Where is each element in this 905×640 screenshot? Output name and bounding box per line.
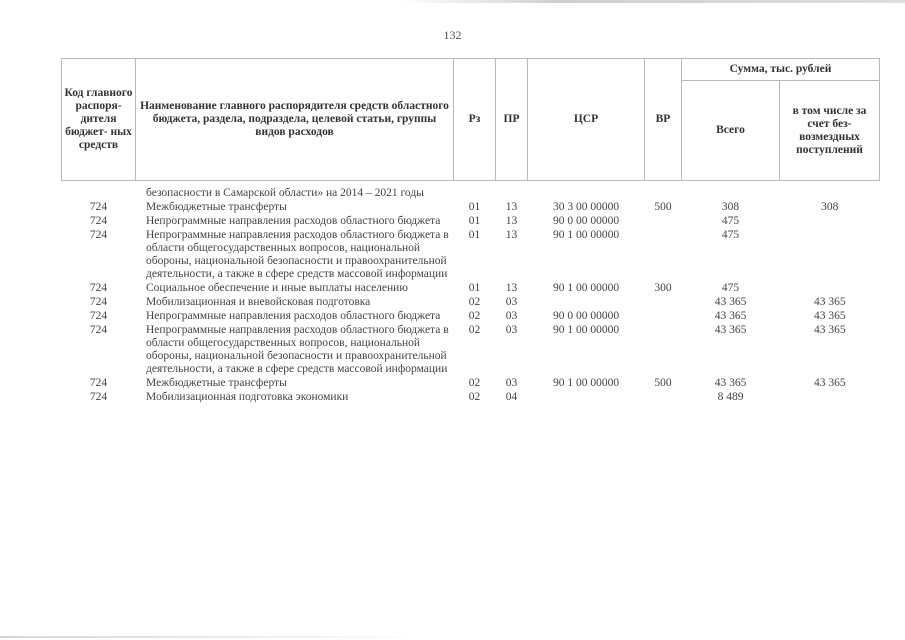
- cell-csr: [528, 296, 645, 310]
- cell-name: Непрограммные направления расходов областного бюджета: [146, 310, 441, 322]
- cell-name: Межбюджетные трансферты: [146, 377, 287, 389]
- table-row: [62, 324, 880, 377]
- header-code: Код главного распоря- дителя бюджет- ных средств: [62, 59, 136, 181]
- cell-code: 724: [89, 296, 108, 308]
- cell-name: Мобилизационная подготовка экономики: [146, 391, 349, 403]
- cell-code: 724: [89, 324, 108, 336]
- cell-pr: 03: [505, 310, 518, 322]
- cell-incl: 43 365: [813, 310, 846, 322]
- cell-total: 43 365: [714, 296, 747, 308]
- table-row: [62, 181, 880, 202]
- table-row: [62, 215, 880, 229]
- cell-pr: 04: [505, 391, 518, 403]
- cell-vr: [645, 324, 682, 377]
- cell-name: Межбюджетные трансферты: [146, 201, 287, 213]
- cell-code: 724: [89, 310, 108, 322]
- cell-vr: [645, 181, 682, 202]
- header-csr: ЦСР: [528, 59, 645, 181]
- cell-csr: 30 3 00 00000: [552, 201, 620, 213]
- cell-total: 8 489: [717, 391, 744, 403]
- cell-vr: 500: [654, 201, 672, 213]
- cell-incl: [780, 229, 880, 282]
- cell-csr: 90 0 00 00000: [552, 215, 620, 227]
- cell-incl: [780, 215, 880, 229]
- header-pr: ПР: [496, 59, 528, 181]
- cell-vr: [645, 310, 682, 324]
- table-row: [62, 229, 880, 282]
- cell-total: 475: [721, 215, 740, 227]
- cell-pr: 13: [505, 201, 518, 213]
- cell-pr: [496, 181, 528, 202]
- cell-rz: [454, 181, 496, 202]
- cell-name: Непрограммные направления расходов областного бюджета в области общегосударственных вопросов, национальной обороны, национальной безопасности и правоохранительной деятельности, а также в сфере средств массовой информации: [146, 324, 449, 375]
- cell-csr: [528, 391, 645, 405]
- cell-pr: 03: [505, 324, 518, 336]
- cell-incl: 43 365: [813, 296, 846, 308]
- cell-csr: 90 0 00 00000: [552, 310, 620, 322]
- cell-pr: 13: [505, 282, 518, 294]
- cell-total: 475: [721, 282, 740, 294]
- header-rz: Рз: [454, 59, 496, 181]
- cell-incl: [780, 391, 880, 405]
- cell-csr: 90 1 00 00000: [552, 229, 620, 241]
- cell-rz: 02: [468, 296, 481, 308]
- cell-rz: 02: [468, 310, 481, 322]
- cell-total: 43 365: [714, 310, 747, 322]
- cell-rz: 02: [468, 391, 481, 403]
- scan-edge-top: [400, 0, 905, 3]
- cell-code: 724: [89, 201, 108, 213]
- cell-total: 308: [721, 201, 740, 213]
- budget-table: [61, 58, 880, 405]
- scan-edge-bottom: [0, 636, 430, 638]
- cell-pr: 03: [505, 296, 518, 308]
- table-row: [62, 282, 880, 296]
- cell-name: Социальное обеспечение и иные выплаты населению: [146, 282, 408, 294]
- cell-code: 724: [89, 229, 108, 241]
- cell-code: 724: [89, 215, 108, 227]
- cell-pr: 13: [505, 229, 518, 241]
- cell-rz: 01: [468, 282, 481, 294]
- cell-vr: [645, 391, 682, 405]
- table-row: [62, 296, 880, 310]
- header-total: Всего: [682, 81, 780, 181]
- cell-name: Мобилизационная и вневойсковая подготовка: [146, 296, 371, 308]
- cell-code: 724: [89, 282, 108, 294]
- table-row: [62, 377, 880, 391]
- cell-vr: 300: [654, 282, 672, 294]
- page-number: 132: [443, 28, 462, 42]
- cell-vr: [645, 229, 682, 282]
- cell-vr: [645, 296, 682, 310]
- cell-csr: 90 1 00 00000: [552, 282, 620, 294]
- header-incl: в том числе за счет без- возмездных поступлений: [780, 81, 880, 181]
- cell-name: Непрограммные направления расходов областного бюджета: [146, 215, 441, 227]
- table-row: [62, 310, 880, 324]
- cell-name: безопасности в Самарской области» на 2014 – 2021 годы: [146, 187, 424, 199]
- cell-pr: 03: [505, 377, 518, 389]
- cell-total: 475: [721, 229, 740, 241]
- cell-code: 724: [89, 377, 108, 389]
- cell-rz: 02: [468, 377, 481, 389]
- cell-vr: [645, 215, 682, 229]
- table-body: [62, 181, 880, 406]
- cell-pr: 13: [505, 215, 518, 227]
- cell-csr: 90 1 00 00000: [552, 377, 620, 389]
- header-name: Наименование главного распорядителя средств областного бюджета, раздела, подраздела, целевой статьи, группы видов расходов: [136, 59, 454, 181]
- cell-rz: 01: [468, 215, 481, 227]
- cell-incl: 308: [821, 201, 839, 213]
- cell-vr: 500: [654, 377, 672, 389]
- cell-incl: 43 365: [813, 377, 846, 389]
- table-row: [62, 201, 880, 215]
- cell-code: [62, 181, 136, 202]
- cell-rz: 01: [468, 201, 481, 213]
- cell-total: 43 365: [714, 324, 747, 336]
- cell-total: 43 365: [714, 377, 747, 389]
- cell-csr: 90 1 00 00000: [552, 324, 620, 336]
- cell-incl: [780, 181, 880, 202]
- header-vr: ВР: [645, 59, 682, 181]
- table-row: [62, 391, 880, 405]
- header-sum-group: Сумма, тыс. рублей: [682, 59, 880, 81]
- cell-incl: 43 365: [813, 324, 846, 336]
- cell-incl: [780, 282, 880, 296]
- cell-name: Непрограммные направления расходов областного бюджета в области общегосударственных вопросов, национальной обороны, национальной безопасности и правоохранительной деятельности, а также в сфере средств массовой информации: [146, 229, 449, 280]
- cell-code: 724: [89, 391, 108, 403]
- cell-csr: [528, 181, 645, 202]
- cell-total: [682, 181, 780, 202]
- cell-rz: 01: [468, 229, 481, 241]
- cell-rz: 02: [468, 324, 481, 336]
